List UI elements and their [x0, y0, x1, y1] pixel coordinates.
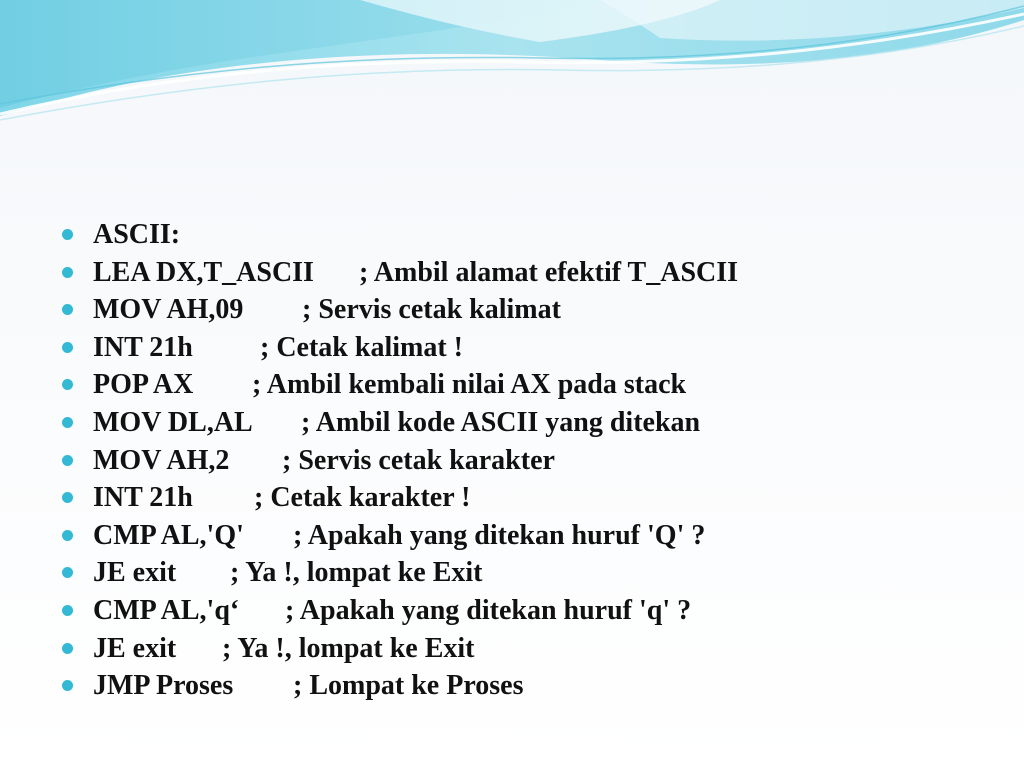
code-text: CMP AL,'q‘ — [93, 594, 240, 626]
code-text: JE exit — [93, 557, 177, 589]
comment-text: ; Ambil kode ASCII yang ditekan — [301, 406, 701, 438]
code-bullet-list — [62, 216, 738, 705]
code-text: MOV DL,AL — [93, 406, 253, 438]
code-text: JMP Proses — [93, 670, 234, 702]
comment-text: ; Servis cetak kalimat — [302, 294, 561, 326]
header-wave-decoration — [0, 0, 1024, 150]
code-text: LEA DX,T_ASCII — [93, 256, 314, 288]
code-text: JE exit — [93, 632, 177, 664]
bullet-icon — [62, 342, 73, 353]
comment-text: ; Ya !, lompat ke Exit — [230, 557, 483, 589]
bullet-icon — [62, 643, 73, 654]
code-text: INT 21h — [93, 331, 193, 363]
bullet-icon — [62, 492, 73, 503]
code-text: POP AX — [93, 369, 194, 401]
list-item — [62, 216, 738, 254]
list-item — [62, 254, 738, 292]
bullet-icon — [62, 267, 73, 278]
code-text: INT 21h — [93, 482, 193, 514]
comment-text: ; Ambil alamat efektif T_ASCII — [359, 256, 739, 288]
bullet-icon — [62, 417, 73, 428]
comment-text: ; Ya !, lompat ke Exit — [222, 632, 475, 664]
bullet-icon — [62, 530, 73, 541]
bullet-icon — [62, 229, 73, 240]
bullet-icon — [62, 680, 73, 691]
comment-text: ; Lompat ke Proses — [293, 670, 524, 702]
bullet-icon — [62, 304, 73, 315]
code-text: CMP AL,'Q' — [93, 519, 244, 551]
comment-text: ; Apakah yang ditekan huruf 'Q' ? — [293, 519, 706, 551]
list-item — [62, 291, 738, 329]
list-item — [62, 592, 738, 630]
list-item — [62, 329, 738, 367]
code-text: MOV AH,2 — [93, 444, 230, 476]
bullet-icon — [62, 455, 73, 466]
list-item — [62, 366, 738, 404]
comment-text: ; Cetak karakter ! — [254, 482, 471, 514]
comment-text: ; Cetak kalimat ! — [260, 331, 463, 363]
bullet-icon — [62, 605, 73, 616]
list-item — [62, 442, 738, 480]
list-item — [62, 667, 738, 705]
bullet-icon — [62, 567, 73, 578]
list-item — [62, 404, 738, 442]
code-text: MOV AH,09 — [93, 294, 244, 326]
comment-text: ; Servis cetak karakter — [282, 444, 555, 476]
comment-text: ; Apakah yang ditekan huruf 'q' ? — [285, 594, 692, 626]
list-item — [62, 479, 738, 517]
code-text: ASCII: — [93, 219, 181, 250]
list-item — [62, 554, 738, 592]
list-item — [62, 517, 738, 555]
comment-text: ; Ambil kembali nilai AX pada stack — [252, 369, 687, 401]
list-item — [62, 630, 738, 668]
bullet-icon — [62, 379, 73, 390]
